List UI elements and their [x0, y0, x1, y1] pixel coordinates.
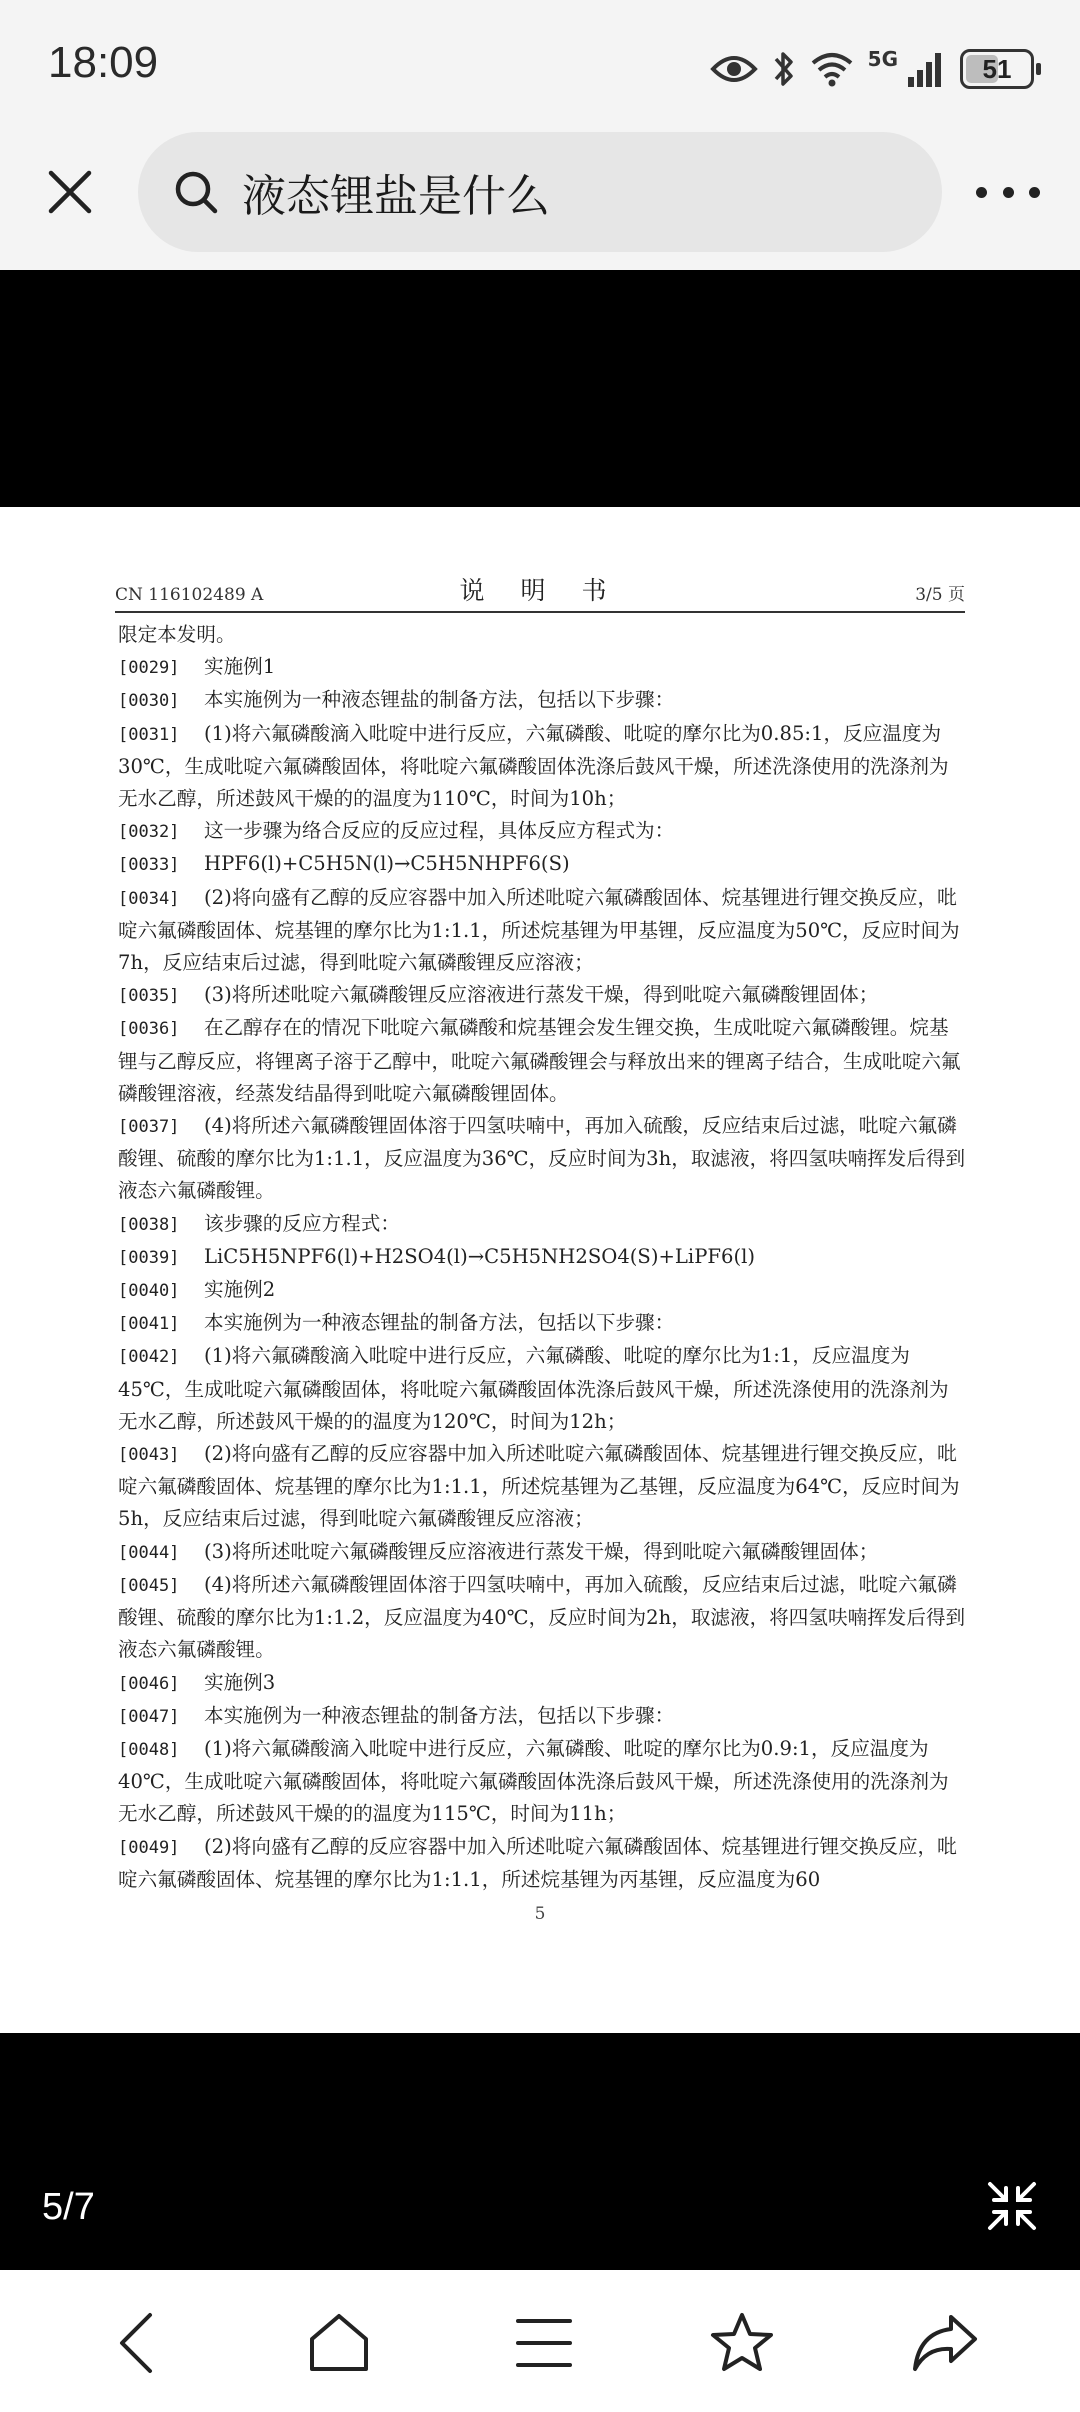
paragraph-number: [0045]	[118, 1575, 180, 1596]
document-paragraph	[118, 1274, 968, 1307]
document-paragraph	[118, 1241, 968, 1274]
paragraph-text: (1)将六氟磷酸滴入吡啶中进行反应，六氟磷酸、吡啶的摩尔比为0.85:1，反应温度为30℃，生成吡啶六氟磷酸固体，将吡啶六氟磷酸固体洗涤后鼓风干燥，所述洗涤使用的洗涤剂为无水乙醇，所述鼓风干燥的的温度为110℃，时间为10h；	[118, 721, 949, 811]
menu-icon	[514, 2315, 574, 2371]
document-paragraph	[118, 1667, 968, 1700]
document-paragraph	[118, 1208, 968, 1241]
paragraph-number: [0035]	[118, 986, 180, 1007]
document-paragraph	[118, 815, 968, 848]
more-options-button[interactable]	[976, 174, 1040, 210]
document-paragraph	[118, 979, 968, 1012]
document-paragraph	[118, 1733, 968, 1831]
paragraph-number: [0049]	[118, 1837, 180, 1858]
search-box[interactable]	[138, 132, 942, 252]
paragraph-text: 本实施例为一种液态锂盐的制备方法，包括以下步骤：	[204, 688, 675, 712]
document-title: 说 明 书	[459, 576, 621, 605]
paragraph-text: (1)将六氟磷酸滴入吡啶中进行反应，六氟磷酸、吡啶的摩尔比为0.9:1，反应温度为40℃，生成吡啶六氟磷酸固体，将吡啶六氟磷酸固体洗涤后鼓风干燥，所述洗涤使用的洗涤剂为无水乙醇，所述鼓风干燥的的温度为115℃，时间为11h；	[118, 1736, 949, 1826]
paragraph-text: 本实施例为一种液态锂盐的制备方法，包括以下步骤：	[204, 1703, 675, 1727]
menu-button[interactable]	[509, 2308, 579, 2378]
home-button[interactable]	[304, 2308, 374, 2378]
document-paragraph	[118, 848, 968, 881]
favorite-button[interactable]	[707, 2308, 777, 2378]
status-time: 18:09	[48, 38, 159, 87]
home-icon	[306, 2311, 372, 2375]
paragraph-number: [0030]	[118, 691, 180, 712]
battery-icon	[960, 49, 1034, 89]
bluetooth-icon	[772, 49, 796, 89]
share-icon	[911, 2311, 979, 2375]
document-paragraph	[118, 882, 968, 980]
document-header	[115, 567, 965, 613]
status-bar	[0, 0, 1080, 130]
viewer-background-bottom	[0, 2033, 1080, 2270]
paragraph-number: [0046]	[118, 1673, 180, 1694]
paragraph-text: 本实施例为一种液态锂盐的制备方法，包括以下步骤：	[204, 1311, 675, 1335]
paragraph-text: 该步骤的反应方程式：	[204, 1211, 400, 1235]
document-body	[118, 619, 968, 1896]
eye-icon	[710, 53, 758, 85]
status-icons	[710, 44, 1034, 94]
bottom-navigation	[0, 2270, 1080, 2412]
document-paragraph	[118, 1569, 968, 1667]
wifi-icon	[810, 51, 854, 87]
paragraph-text: (2)将向盛有乙醇的反应容器中加入所述吡啶六氟磷酸固体、烷基锂进行锂交换反应，吡啶六氟磷酸固体、烷基锂的摩尔比为1:1.1，所述烷基锂为甲基锂，反应温度为50℃，反应时间为7h，反应结束后过滤，得到吡啶六氟磷酸锂反应溶液；	[118, 885, 960, 975]
search-query[interactable]: 液态锂盐是什么	[242, 171, 550, 222]
document-paragraph	[118, 1536, 968, 1569]
signal-icon	[906, 49, 946, 89]
close-icon	[47, 169, 93, 215]
document-paragraph	[118, 1110, 968, 1208]
paragraph-text: (2)将向盛有乙醇的反应容器中加入所述吡啶六氟磷酸固体、烷基锂进行锂交换反应，吡啶六氟磷酸固体、烷基锂的摩尔比为1:1.1，所述烷基锂为丙基锂，反应温度为60	[118, 1834, 957, 1891]
paragraph-number: [0048]	[118, 1739, 180, 1760]
search-header	[0, 130, 1080, 270]
paragraph-text: 在乙醇存在的情况下吡啶六氟磷酸和烷基锂会发生锂交换，生成吡啶六氟磷酸锂。烷基锂与乙醇反应，将锂离子溶于乙醇中，吡啶六氟磷酸锂会与释放出来的锂离子结合，生成吡啶六氟磷酸锂溶液，经蒸发结晶得到吡啶六氟磷酸锂固体。	[118, 1016, 961, 1105]
paragraph-number: [0044]	[118, 1542, 180, 1563]
paragraph-number: [0031]	[118, 724, 180, 745]
document-page[interactable]	[0, 507, 1080, 2033]
document-paragraph	[118, 684, 968, 717]
paragraph-number: [0032]	[118, 822, 180, 843]
document-paragraph	[118, 718, 968, 816]
document-page-label: 3/5 页	[915, 585, 965, 605]
network-type: 5G	[867, 47, 898, 71]
paragraph-text: 限定本发明。	[118, 623, 236, 646]
share-button[interactable]	[910, 2308, 980, 2378]
more-dot-icon	[1003, 187, 1014, 198]
paragraph-text: (3)将所述吡啶六氟磷酸锂反应溶液进行蒸发干燥，得到吡啶六氟磷酸锂固体；	[204, 983, 879, 1007]
close-button[interactable]	[40, 162, 100, 222]
paragraph-text: 实施例1	[204, 655, 276, 679]
paragraph-number: [0033]	[118, 855, 180, 876]
paragraph-number: [0040]	[118, 1281, 180, 1302]
more-dot-icon	[976, 187, 987, 198]
page-counter: 5/7	[42, 2186, 95, 2228]
paragraph-number: [0036]	[118, 1019, 180, 1040]
document-paragraph	[118, 651, 968, 684]
document-paragraph	[118, 1438, 968, 1536]
paragraph-text: (4)将所述六氟磷酸锂固体溶于四氢呋喃中，再加入硫酸，反应结束后过滤，吡啶六氟磷酸锂、硫酸的摩尔比为1:1.1，反应温度为36℃，反应时间为3h，取滤液，将四氢呋喃挥发后得到液态六氟磷酸锂。	[118, 1114, 966, 1203]
back-icon	[112, 2311, 162, 2375]
paragraph-number: [0043]	[118, 1445, 180, 1466]
paragraph-text: (4)将所述六氟磷酸锂固体溶于四氢呋喃中，再加入硫酸，反应结束后过滤，吡啶六氟磷酸锂、硫酸的摩尔比为1:1.2，反应温度为40℃，反应时间为2h，取滤液，将四氢呋喃挥发后得到液态六氟磷酸锂。	[118, 1572, 966, 1662]
document-paragraph	[118, 1012, 968, 1110]
document-footer-page: 5	[534, 1904, 546, 1924]
paragraph-text: 实施例3	[204, 1670, 276, 1694]
paragraph-number: [0029]	[118, 658, 180, 679]
paragraph-text: (2)将向盛有乙醇的反应容器中加入所述吡啶六氟磷酸固体、烷基锂进行锂交换反应，吡啶六氟磷酸固体、烷基锂的摩尔比为1:1.1，所述烷基锂为乙基锂，反应温度为64℃，反应时间为5h，反应结束后过滤，得到吡啶六氟磷酸锂反应溶液；	[118, 1442, 960, 1531]
exit-fullscreen-button[interactable]	[986, 2180, 1038, 2232]
document-paragraph	[118, 1831, 968, 1896]
paragraph-number: [0039]	[118, 1247, 180, 1268]
document-paragraph	[118, 1700, 968, 1733]
chemical-equation: LiC5H5NPF6(l)+H2SO4(l)→C5H5NH2SO4(S)+LiPF6(l)	[204, 1244, 755, 1268]
paragraph-number: [0041]	[118, 1314, 180, 1335]
paragraph-text: (1)将六氟磷酸滴入吡啶中进行反应，六氟磷酸、吡啶的摩尔比为1:1，反应温度为45℃，生成吡啶六氟磷酸固体，将吡啶六氟磷酸固体洗涤后鼓风干燥，所述洗涤使用的洗涤剂为无水乙醇，所述鼓风干燥的的温度为120℃，时间为12h；	[118, 1344, 949, 1433]
document-paragraph	[118, 1307, 968, 1340]
paragraph-number: [0038]	[118, 1214, 180, 1235]
battery-percent: 51	[982, 53, 1012, 84]
patent-number: CN 116102489 A	[115, 585, 264, 605]
paragraph-text: (3)将所述吡啶六氟磷酸锂反应溶液进行蒸发干燥，得到吡啶六氟磷酸锂固体；	[204, 1539, 879, 1563]
paragraph-number: [0037]	[118, 1117, 180, 1138]
document-paragraph	[118, 1340, 968, 1438]
document-paragraph	[118, 619, 968, 651]
collapse-icon	[986, 2180, 1038, 2232]
paragraph-number: [0047]	[118, 1706, 180, 1727]
back-button[interactable]	[102, 2308, 172, 2378]
paragraph-text: 这一步骤为络合反应的反应过程，具体反应方程式为：	[204, 819, 675, 843]
paragraph-text: 实施例2	[204, 1278, 276, 1302]
paragraph-number: [0042]	[118, 1347, 180, 1368]
chemical-equation: HPF6(l)+C5H5N(l)→C5H5NHPF6(S)	[204, 852, 570, 876]
viewer-background-top	[0, 270, 1080, 507]
star-icon	[709, 2311, 775, 2375]
paragraph-number: [0034]	[118, 888, 180, 909]
search-icon	[172, 168, 220, 216]
more-dot-icon	[1029, 187, 1040, 198]
